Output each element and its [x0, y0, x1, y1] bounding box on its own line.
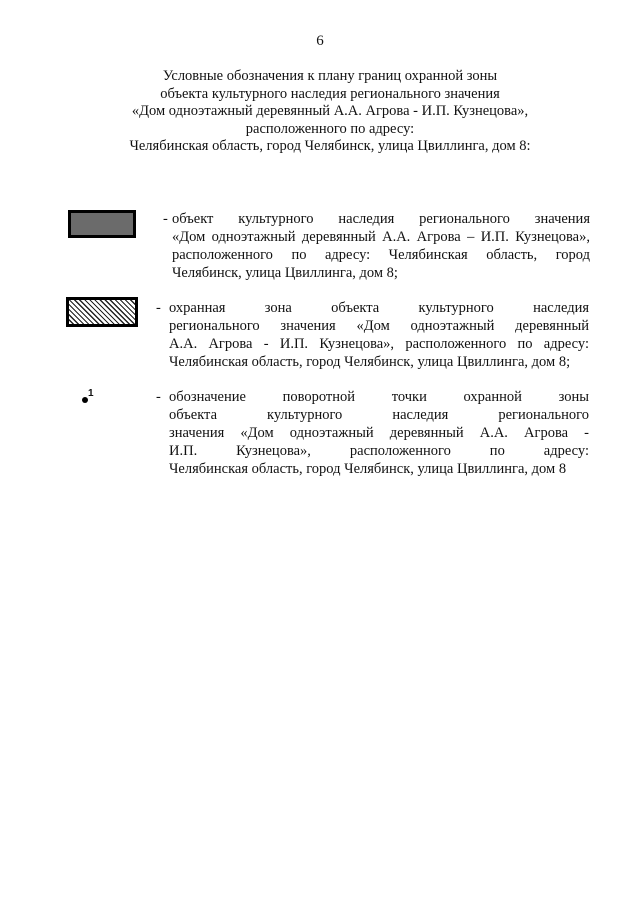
page-number: 6	[316, 33, 324, 49]
heritage-object-symbol	[68, 210, 136, 238]
legend-title	[60, 68, 600, 156]
title-line: расположенного по адресу:	[245, 120, 415, 137]
description-line: И.П. Кузнецова», расположенного по адресу:	[169, 443, 589, 459]
legend-dash: -	[156, 389, 161, 405]
description-line: охранная зона объекта культурного наследия	[169, 300, 589, 316]
title-line: «Дом одноэтажный деревянный А.А. Агрова - И.П. Кузнецова»,	[131, 103, 529, 119]
turning-point-marker-icon	[82, 390, 102, 406]
legend-dash: -	[163, 211, 168, 227]
description-line: Челябинская область, город Челябинск, улица Цвиллинга, дом 8;	[169, 354, 571, 370]
protection-zone-symbol	[66, 297, 138, 327]
description-line: значения «Дом одноэтажный деревянный А.А. Агрова -	[169, 425, 589, 441]
description-line: расположенного по адресу: Челябинская область, город	[172, 247, 590, 263]
title-line: Челябинская область, город Челябинск, улица Цвиллинга, дом 8:	[129, 138, 531, 154]
description-line: Челябинск, улица Цвиллинга, дом 8;	[172, 265, 398, 281]
description-line: регионального значения «Дом одноэтажный деревянный	[169, 318, 589, 334]
legend-description	[169, 388, 589, 478]
description-line: А.А. Агрова - И.П. Кузнецова», расположенного по адресу:	[169, 336, 589, 352]
description-line: обозначение поворотной точки охранной зоны	[169, 389, 589, 405]
legend-description	[169, 299, 589, 371]
point-number: 1	[88, 388, 94, 399]
description-line: «Дом одноэтажный деревянный А.А. Агрова – И.П. Кузнецова»,	[172, 229, 590, 245]
description-line: объект культурного наследия регионального значения	[172, 211, 590, 227]
title-line: Условные обозначения к плану границ охранной зоны	[162, 68, 498, 84]
description-line: объекта культурного наследия регионального	[169, 407, 589, 423]
legend-description	[172, 210, 590, 282]
legend-dash: -	[156, 300, 161, 316]
description-line: Челябинская область, город Челябинск, улица Цвиллинга, дом 8	[169, 461, 567, 477]
title-line: объекта культурного наследия регионального значения	[160, 85, 500, 102]
